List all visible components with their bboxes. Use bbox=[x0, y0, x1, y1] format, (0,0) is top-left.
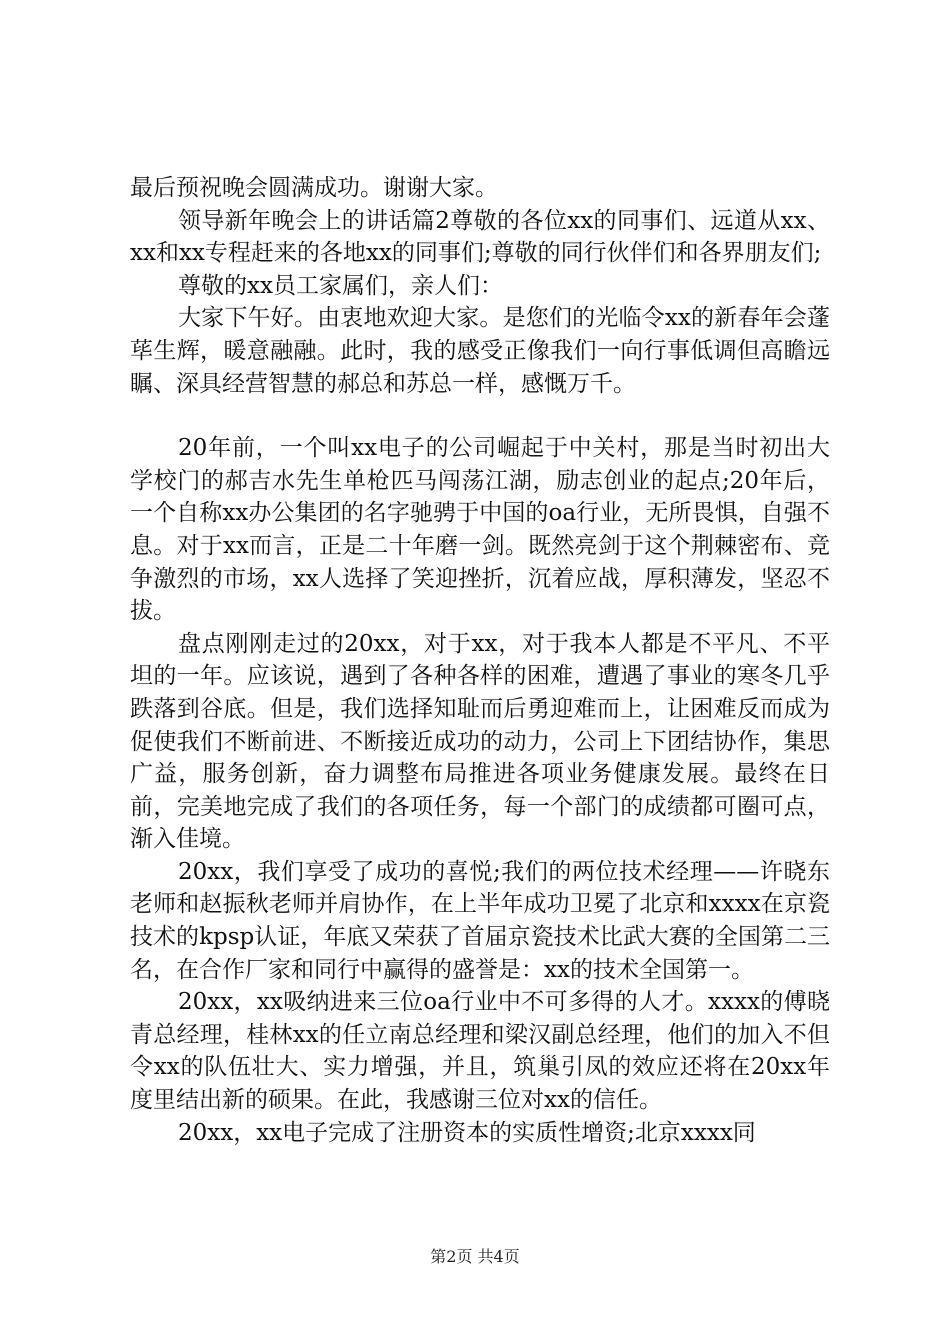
paragraph-history: 20年前，一个叫xx电子的公司崛起于中关村，那是当时初出大学校门的郝吉水先生单枪匹马闯荡江湖，励志创业的起点;20年后，一个自称xx办公集团的名字驰骋于中国的oa行业，无所畏惧，自强不息。对于xx而言，正是二十年磨一剑。既然亮剑于这个荆棘密布、竞争激烈的市场，xx人选择了笑迎挫折，沉着应战，厚积薄发，坚忍不拔。 bbox=[130, 435, 830, 625]
paragraph-review: 盘点刚刚走过的20xx，对于xx，对于我本人都是不平凡、不平坦的一年。应该说，遇到了各种各样的困难，遭遇了事业的寒冬几乎跌落到谷底。但是，我们选择知耻而后勇迎难而上，让困难反而成为促使我们不断前进、不断接近成功的动力，公司上下团结协作，集思广益，服务创新，奋力调整布局推进各项业务健康发展。最终在日前，完美地完成了我们的各项任务，每一个部门的成绩都可圈可点，渐入佳境。 bbox=[130, 630, 830, 853]
paragraph-greeting: 领导新年晚会上的讲话篇2尊敬的各位xx的同事们、远道从xx、xx和xx专程赶来的各地xx的同事们;尊敬的同行伙伴们和各界朋友们; bbox=[130, 207, 830, 267]
document-body bbox=[130, 172, 830, 1149]
paragraph-tech-success: 20xx，我们享受了成功的喜悦;我们的两位技术经理——许晓东老师和赵振秋老师并肩协作，在上半年成功卫冕了北京和xxxx在京瓷技术的kpsp认证，年底又荣获了首届京瓷技术比武大赛的全国第二三名，在合作厂家和同行中赢得的盛誉是：xx的技术全国第一。 bbox=[130, 858, 830, 983]
paragraph-closing: 最后预祝晚会圆满成功。谢谢大家。 bbox=[130, 175, 498, 201]
paragraph-capital: 20xx，xx电子完成了注册资本的实质性增资;北京xxxx同 bbox=[178, 1119, 756, 1146]
paragraph-gap bbox=[130, 400, 830, 432]
page-number-footer: 第2页 共4页 bbox=[430, 1247, 520, 1266]
paragraph-talent: 20xx，xx吸纳进来三位oa行业中不可多得的人才。xxxx的傅晓青总经理，桂林xx的任立南总经理和梁汉副总经理，他们的加入不但令xx的队伍壮大、实力增强，并且，筑巢引凤的效应还将在20xx年度里结出新的硕果。在此，我感谢三位对xx的信任。 bbox=[130, 989, 830, 1114]
paragraph-welcome: 大家下午好。由衷地欢迎大家。是您们的光临令xx的新春年会蓬荜生辉，暖意融融。此时，我的感受正像我们一向行事低调但高瞻远瞩、深具经营智慧的郝总和苏总一样，感慨万千。 bbox=[130, 305, 830, 397]
paragraph-family-greeting: 尊敬的xx员工家属们，亲人们： bbox=[178, 272, 503, 299]
